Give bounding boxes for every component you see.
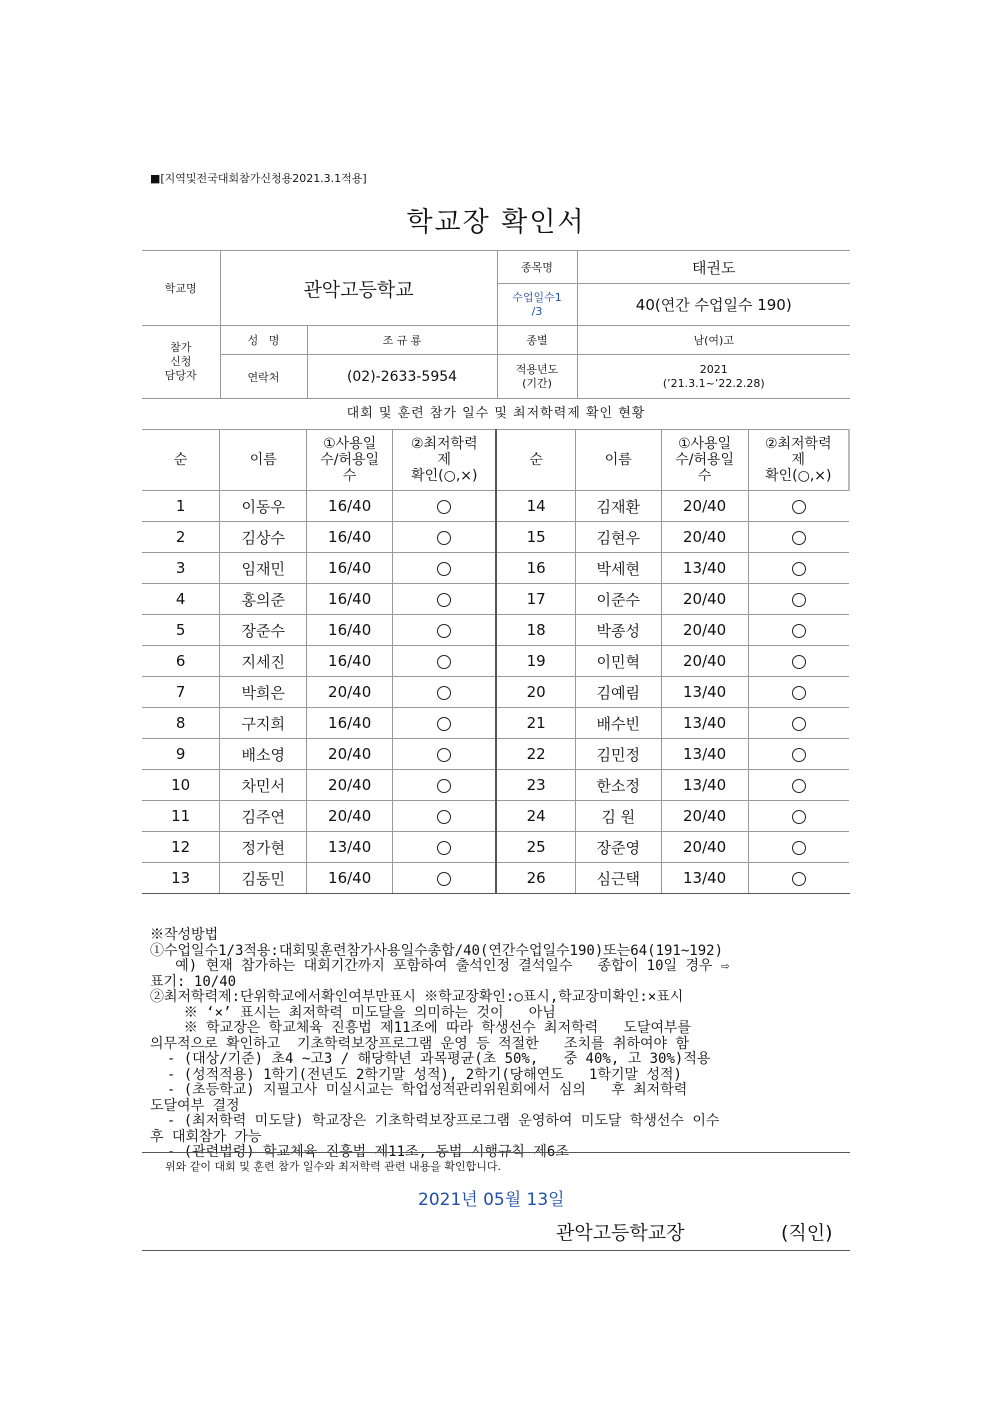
row-check [393, 708, 497, 739]
row-check [393, 832, 497, 863]
school-days-label [497, 284, 577, 326]
table-row [142, 553, 849, 584]
row-name: 홍의준 [220, 584, 307, 615]
table-row [142, 615, 849, 646]
row-check [393, 801, 497, 832]
row-name-right: 박세현 [575, 553, 661, 584]
circle-mark-icon [437, 779, 451, 793]
circle-mark-icon [437, 810, 451, 824]
row-days: 16/40 [307, 646, 393, 677]
circle-mark-icon [792, 624, 806, 638]
circle-mark-icon [437, 593, 451, 607]
circle-mark-icon [437, 624, 451, 638]
header-check-right [748, 430, 849, 491]
school-days-label-line1: 수업일수1 [512, 290, 562, 304]
row-check [393, 770, 497, 801]
school-name: 관악고등학교 [220, 251, 497, 326]
sport-value: 태권도 [577, 251, 850, 284]
row-name-right: 장준영 [575, 832, 661, 863]
row-no-right: 18 [496, 615, 575, 646]
circle-mark-icon [792, 779, 806, 793]
school-days-label-line2: /3 [531, 304, 543, 318]
circle-mark-icon [792, 531, 806, 545]
roster-bottom-rule [142, 893, 850, 894]
row-check [393, 863, 497, 894]
header-days-line3: 수 [342, 468, 357, 484]
note-line: 도달여부 결정 [150, 1097, 240, 1114]
row-check-right [748, 553, 849, 584]
row-no-right: 14 [496, 491, 575, 522]
status-caption: 대회 및 훈련 참가 일수 및 최저학력제 확인 현황 [142, 398, 850, 430]
row-no-right: 25 [496, 832, 575, 863]
row-name-right: 이민혁 [575, 646, 661, 677]
row-check-right [748, 677, 849, 708]
contact-label: 연락처 [220, 355, 307, 399]
row-check-right [748, 491, 849, 522]
circle-mark-icon [792, 872, 806, 886]
row-days: 16/40 [307, 584, 393, 615]
row-no-right: 16 [496, 553, 575, 584]
row-no: 11 [142, 801, 220, 832]
table-row [142, 677, 849, 708]
row-check-right [748, 863, 849, 894]
manager-label [142, 326, 220, 399]
header-days-right-line3: 수 [697, 468, 712, 484]
note-line: ※ 학교장은 학교체육 진흥법 제11조에 따라 학생선수 최저학력 도달여부를 [150, 1020, 692, 1036]
table-row [142, 739, 849, 770]
row-no-right: 23 [496, 770, 575, 801]
row-check [393, 615, 497, 646]
row-name-right: 이준수 [575, 584, 661, 615]
circle-mark-icon [792, 717, 806, 731]
table-row [142, 863, 849, 894]
table-row [142, 491, 849, 522]
row-check [393, 553, 497, 584]
row-days-right: 13/40 [661, 739, 748, 770]
manager-label-line2: 신청 [170, 355, 192, 368]
note-line: 의무적으로 확인하고 기초학력보장프로그램 운영 등 적절한 조치를 취하여야 함 [150, 1035, 690, 1052]
row-no-right: 17 [496, 584, 575, 615]
row-name-right: 김 원 [575, 801, 661, 832]
row-no: 13 [142, 863, 220, 894]
row-name: 배소영 [220, 739, 307, 770]
row-days: 20/40 [307, 739, 393, 770]
circle-mark-icon [792, 655, 806, 669]
circle-mark-icon [437, 686, 451, 700]
row-name: 차민서 [220, 770, 307, 801]
row-days: 16/40 [307, 708, 393, 739]
row-name-right: 김현우 [575, 522, 661, 553]
row-days-right: 20/40 [661, 491, 748, 522]
row-check [393, 522, 497, 553]
row-name: 구지희 [220, 708, 307, 739]
header-check-line1: ②최저학력 [410, 436, 478, 452]
row-days-right: 20/40 [661, 646, 748, 677]
table-row [142, 584, 849, 615]
row-days-right: 20/40 [661, 615, 748, 646]
row-no: 9 [142, 739, 220, 770]
row-check-right [748, 708, 849, 739]
note-line: - (대상/기준) 초4 ~고3 / 해당학년 과목평균(초 50%, 중 40%, 고 30%)적용 [150, 1051, 711, 1067]
row-days: 13/40 [307, 832, 393, 863]
row-days: 16/40 [307, 522, 393, 553]
circle-mark-icon [437, 841, 451, 855]
row-days: 16/40 [307, 491, 393, 522]
row-days-right: 13/40 [661, 553, 748, 584]
row-check [393, 584, 497, 615]
writing-instructions [150, 897, 850, 1176]
row-no-right: 24 [496, 801, 575, 832]
year-label-line1: 적용년도 [515, 362, 559, 376]
row-no-right: 21 [496, 708, 575, 739]
signatory: 관악고등학교장 [556, 1222, 685, 1244]
year-label [497, 355, 577, 399]
circle-mark-icon [792, 686, 806, 700]
circle-mark-icon [437, 562, 451, 576]
header-days [307, 430, 393, 491]
circle-mark-icon [792, 810, 806, 824]
header-check-right-line2: 제 [791, 452, 806, 468]
row-check [393, 646, 497, 677]
row-days-right: 13/40 [661, 677, 748, 708]
row-no-right: 26 [496, 863, 575, 894]
year-value-line2: (’21.3.1~’22.2.28) [662, 376, 765, 390]
note-line: ※ ‘×’ 표시는 최저학력 미도달을 의미하는 것이 아님 [150, 1004, 556, 1021]
circle-mark-icon [437, 872, 451, 886]
header-check-line3: 확인(○,×) [411, 468, 478, 484]
circle-mark-icon [792, 500, 806, 514]
row-no: 8 [142, 708, 220, 739]
row-no: 1 [142, 491, 220, 522]
note-line: ①수업일수1/3적용:대회및훈련참가사용일수총합/40(연간수업일수190)또는64(191~192) [150, 942, 724, 959]
note-line: ②최저학력제:단위학교에서확인여부만표시 ※학교장확인:○표시,학교장미확인:×표시 [150, 989, 684, 1005]
circle-mark-icon [792, 562, 806, 576]
row-check-right [748, 770, 849, 801]
row-name-right: 김민정 [575, 739, 661, 770]
table-row [142, 801, 849, 832]
sport-label: 종목명 [497, 251, 577, 284]
official-seal-label: (직인) [781, 1222, 833, 1244]
row-check [393, 739, 497, 770]
table-row [142, 708, 849, 739]
row-check-right [748, 739, 849, 770]
row-days-right: 20/40 [661, 522, 748, 553]
row-name-right: 한소정 [575, 770, 661, 801]
note-line: - (관련법령) 학교체육 진흥법 제11조, 동법 시행규칙 제6조 [150, 1144, 569, 1160]
row-days-right: 13/40 [661, 863, 748, 894]
row-days-right: 20/40 [661, 584, 748, 615]
circle-mark-icon [437, 531, 451, 545]
row-name: 김상수 [220, 522, 307, 553]
row-days-right: 20/40 [661, 801, 748, 832]
row-check-right [748, 522, 849, 553]
form-note: ■[지역및전국대회참가신청용2021.3.1적용] [150, 172, 367, 185]
manager-label-line1: 참가 [170, 341, 192, 354]
year-value-line1: 2021 [699, 362, 728, 376]
row-no: 5 [142, 615, 220, 646]
header-no-right: 순 [496, 430, 575, 491]
circle-mark-icon [437, 500, 451, 514]
table-row [142, 770, 849, 801]
row-check-right [748, 646, 849, 677]
contact-value: (02)-2633-5954 [307, 355, 497, 399]
header-days-line2: 수/허용일 [320, 452, 380, 468]
table-row [142, 646, 849, 677]
row-days: 20/40 [307, 677, 393, 708]
header-days-right-line1: ①사용일 [678, 436, 732, 452]
manager-name: 조 규 룡 [307, 326, 497, 355]
row-days-right: 13/40 [661, 770, 748, 801]
row-no-right: 22 [496, 739, 575, 770]
note-line: 표기: 10/40 [150, 973, 237, 990]
row-check [393, 491, 497, 522]
note-line: - (초등학교) 지필고사 미실시교는 학업성적관리위원회에서 심의 후 최저학력 [150, 1082, 688, 1098]
circle-mark-icon [437, 655, 451, 669]
row-no: 4 [142, 584, 220, 615]
row-no: 3 [142, 553, 220, 584]
row-name: 박희은 [220, 677, 307, 708]
row-name-right: 김재환 [575, 491, 661, 522]
circle-mark-icon [437, 717, 451, 731]
row-no-right: 19 [496, 646, 575, 677]
school-name-label: 학교명 [142, 251, 220, 326]
row-no: 6 [142, 646, 220, 677]
row-name: 장준수 [220, 615, 307, 646]
table-row [142, 832, 849, 863]
school-info-table [142, 250, 850, 399]
header-check-line2: 제 [437, 452, 452, 468]
note-line: 후 대회참가 가능 [150, 1128, 262, 1145]
year-value [577, 355, 850, 399]
confirmation-text: 위와 같이 대회 및 훈련 참가 일수와 최저학력 관련 내용을 확인합니다. [165, 1160, 501, 1173]
circle-mark-icon [792, 841, 806, 855]
row-name-right: 박종성 [575, 615, 661, 646]
row-check-right [748, 584, 849, 615]
header-days-right [661, 430, 748, 491]
roster-body [142, 491, 849, 894]
row-no: 10 [142, 770, 220, 801]
row-name: 임재민 [220, 553, 307, 584]
header-check [393, 430, 497, 491]
table-row [142, 522, 849, 553]
row-days: 20/40 [307, 801, 393, 832]
row-no: 7 [142, 677, 220, 708]
circle-mark-icon [792, 748, 806, 762]
row-name: 김주연 [220, 801, 307, 832]
note-line: 예) 현재 참가하는 대회기간까지 포함하여 출석인정 결석일수 종합이 10일 경우 ⇨ [150, 958, 730, 974]
row-no: 12 [142, 832, 220, 863]
row-name-right: 심근택 [575, 863, 661, 894]
row-name: 이동우 [220, 491, 307, 522]
row-days-right: 20/40 [661, 832, 748, 863]
row-no-right: 20 [496, 677, 575, 708]
row-days: 16/40 [307, 553, 393, 584]
row-check-right [748, 832, 849, 863]
footer-rule [142, 1250, 850, 1251]
header-check-right-line3: 확인(○,×) [765, 468, 832, 484]
row-days: 20/40 [307, 770, 393, 801]
row-name: 정가현 [220, 832, 307, 863]
header-days-line1: ①사용일 [323, 436, 377, 452]
document-title: 학교장 확인서 [406, 207, 586, 238]
circle-mark-icon [437, 748, 451, 762]
gender-label: 종별 [497, 326, 577, 355]
manager-label-line3: 담당자 [164, 369, 197, 382]
row-name: 김동민 [220, 863, 307, 894]
circle-mark-icon [792, 593, 806, 607]
row-no-right: 15 [496, 522, 575, 553]
manager-name-label: 성 명 [220, 326, 307, 355]
row-days: 16/40 [307, 615, 393, 646]
header-check-right-line1: ②최저학력 [764, 436, 832, 452]
row-check-right [748, 801, 849, 832]
notes-bottom-rule [142, 1152, 850, 1153]
row-name-right: 김예림 [575, 677, 661, 708]
row-days-right: 13/40 [661, 708, 748, 739]
header-no: 순 [142, 430, 220, 491]
note-line: - (성적적용) 1학기(전년도 2학기말 성적), 2학기(당해연도 1학기말 성적) [150, 1066, 682, 1083]
year-label-line2: (기간) [522, 376, 552, 390]
note-line: ※작성방법 [150, 927, 219, 943]
header-name: 이름 [220, 430, 307, 491]
row-check-right [748, 615, 849, 646]
header-days-right-line2: 수/허용일 [675, 452, 735, 468]
row-name: 지세진 [220, 646, 307, 677]
notes-list [150, 928, 850, 1161]
note-line: - (최저학력 미도달) 학교장은 기초학력보장프로그램 운영하여 미도달 학생선수 이수 [150, 1113, 720, 1129]
gender-value: 남(여)고 [577, 326, 850, 355]
row-name-right: 배수빈 [575, 708, 661, 739]
row-no: 2 [142, 522, 220, 553]
row-check [393, 677, 497, 708]
issue-date: 2021년 05월 13일 [418, 1190, 565, 1210]
roster-header-row [142, 430, 849, 491]
header-name-right: 이름 [575, 430, 661, 491]
row-days: 16/40 [307, 863, 393, 894]
roster-table [142, 429, 850, 894]
school-days-value: 40(연간 수업일수 190) [577, 284, 850, 326]
